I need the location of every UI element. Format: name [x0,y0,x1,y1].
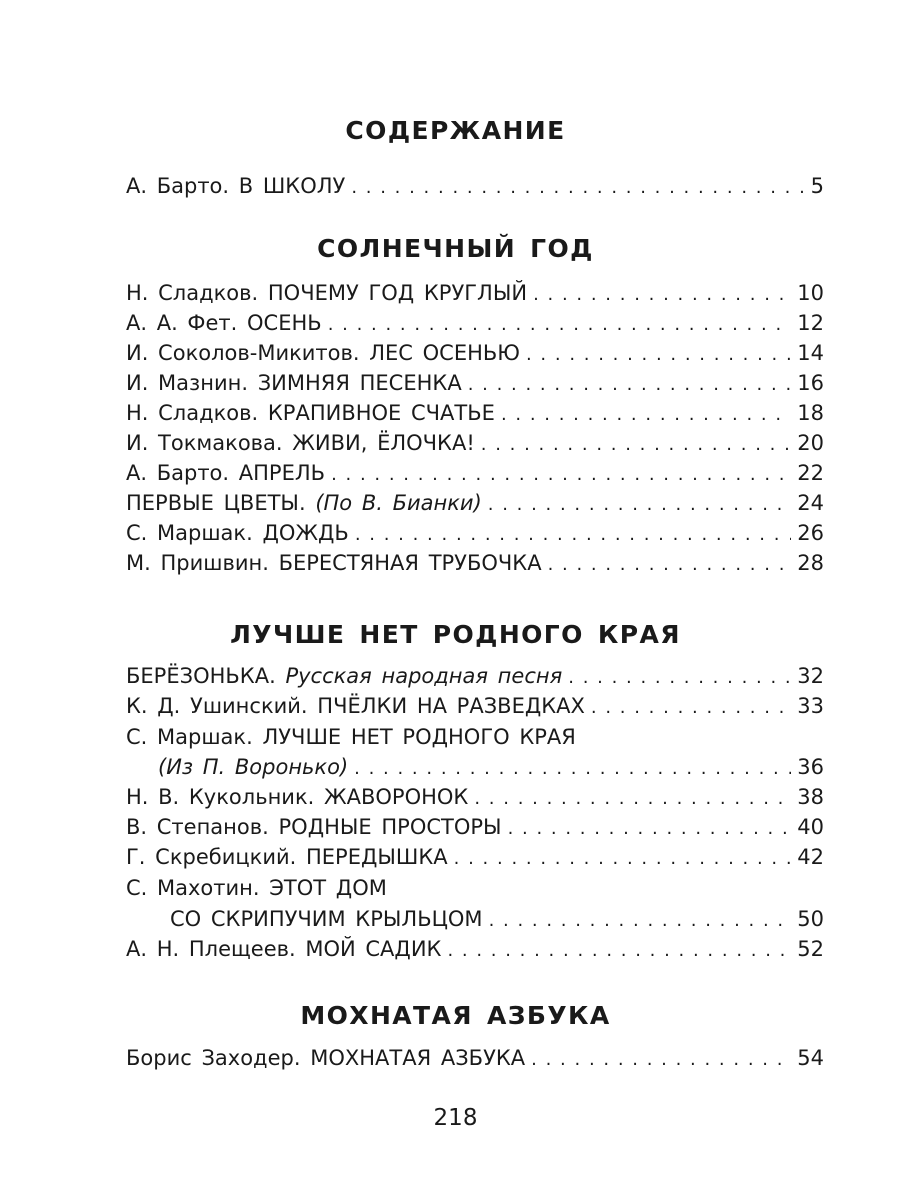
entry-title: БЕРЁЗОНЬКА. [126,664,276,688]
entry-page: 50 [797,907,824,931]
dot-leader [454,844,792,874]
entry-page: 5 [810,174,824,198]
dot-leader [501,400,791,430]
entry-title: ЗИМНЯЯ ПЕСЕНКА [257,371,462,395]
toc-entry [126,428,824,458]
toc-entry [126,171,824,201]
dot-leader [354,754,791,784]
entry-page: 54 [797,1046,824,1070]
entry-page: 12 [797,311,824,335]
entry-title: БЕРЕСТЯНАЯ ТРУБОЧКА [278,551,542,575]
dot-leader [474,784,791,814]
entry-author: И. Соколов-Микитов. [126,341,360,365]
section-heading: МОХНАТАЯ АЗБУКА [300,1001,611,1030]
dot-leader [508,814,792,844]
toc-entry [126,488,824,518]
entry-note: (Из П. Воронько) [158,755,349,779]
entry-page: 24 [797,491,824,515]
entry-title: АПРЕЛЬ [238,461,326,485]
entry-title-continuation: СО СКРИПУЧИМ КРЫЛЬЦОМ [170,907,483,931]
toc-entry [126,398,824,428]
dot-leader [531,1045,791,1075]
toc-entry [126,278,824,308]
toc-entry [126,308,824,338]
entry-page: 14 [797,341,824,365]
dot-leader [481,430,792,460]
toc-entry [126,338,824,368]
toc-entry [126,518,824,548]
dot-leader [591,693,791,723]
entry-page: 38 [797,785,824,809]
entry-title: КРАПИВНОЕ СЧАТЬЕ [267,401,495,425]
entry-author: К. Д. Ушинский. [126,694,308,718]
toc-entry [126,842,824,872]
dot-leader [548,550,792,580]
entry-page: 16 [797,371,824,395]
entry-page: 42 [797,845,824,869]
entry-title: ЖАВОРОНОК [324,785,469,809]
entry-page: 52 [797,937,824,961]
entry-title: ДОЖДЬ [262,521,349,545]
dot-leader [355,520,791,550]
dot-leader [489,906,792,936]
entry-note: (По В. Бианки) [315,491,482,515]
entry-page: 36 [797,755,824,779]
toc-entry [126,934,824,964]
entry-page: 33 [797,694,824,718]
toc-entry-continuation [126,904,824,934]
entry-author: В. Степанов. [126,815,269,839]
entry-page: 22 [797,461,824,485]
entry-author: И. Токмакова. [126,431,283,455]
entry-page: 18 [797,401,824,425]
toc-entry [126,722,824,752]
entry-title: ЛЕС ОСЕНЬЮ [369,341,520,365]
entry-page: 20 [797,431,824,455]
entry-page: 26 [797,521,824,545]
section-heading: СОЛНЕЧНЫЙ ГОД [317,234,594,263]
entry-title: ЛУЧШЕ НЕТ РОДНОГО КРАЯ [262,725,576,749]
section-heading: ЛУЧШЕ НЕТ РОДНОГО КРАЯ [230,620,681,649]
entry-author: А. Барто. [126,461,230,485]
entry-title: РОДНЫЕ ПРОСТОРЫ [278,815,502,839]
entry-title: МОХНАТАЯ АЗБУКА [310,1046,526,1070]
entry-title: ПЕРВЫЕ ЦВЕТЫ. [126,491,306,515]
entry-title: ОСЕНЬ [247,311,322,335]
toc-entry [126,548,824,578]
entry-title: ПОЧЕМУ ГОД КРУГЛЫЙ [267,281,528,305]
dot-leader [526,340,791,370]
entry-author: М. Пришвин. [126,551,269,575]
entry-author: Н. Сладков. [126,281,259,305]
toc-entry [126,782,824,812]
entry-page: 40 [797,815,824,839]
toc-entry [126,812,824,842]
entry-page: 10 [797,281,824,305]
entry-author: Борис Заходер. [126,1046,301,1070]
dot-leader [488,490,792,520]
dot-leader [328,310,792,340]
toc-entry [126,458,824,488]
toc-entry [126,661,824,691]
dot-leader [533,280,791,310]
entry-author: Г. Скребицкий. [126,845,297,869]
entry-author: С. Маршак. [126,725,253,749]
entry-page: 28 [797,551,824,575]
dot-leader [447,936,791,966]
entry-page: 32 [797,664,824,688]
entry-author: С. Махотин. [126,876,260,900]
toc-entry-continuation [126,752,824,782]
entry-title: ЖИВИ, ЁЛОЧКА! [292,431,475,455]
entry-author: А. А. Фет. [126,311,238,335]
entry-title: ЭТОТ ДОМ [269,876,387,900]
toc-entry [126,873,824,903]
dot-leader [568,663,791,693]
toc-entry [126,1043,824,1073]
entry-author: А. Барто. [126,174,230,198]
dot-leader [351,173,804,203]
toc-entry [126,368,824,398]
entry-note: Русская народная песня [285,664,563,688]
entry-title: В ШКОЛУ [238,174,346,198]
entry-author: И. Мазнин. [126,371,248,395]
dot-leader [331,460,791,490]
entry-title: ПЧЁЛКИ НА РАЗВЕДКАХ [317,694,585,718]
dot-leader [468,370,792,400]
entry-title: МОЙ САДИК [305,937,442,961]
toc-title: СОДЕРЖАНИЕ [345,116,566,145]
entry-title: ПЕРЕДЫШКА [306,845,448,869]
entry-author: А. Н. Плещеев. [126,937,296,961]
entry-author: Н. Сладков. [126,401,259,425]
entry-author: Н. В. Кукольник. [126,785,315,809]
entry-author: С. Маршак. [126,521,253,545]
page-number: 218 [433,1105,478,1131]
toc-entry [126,691,824,721]
